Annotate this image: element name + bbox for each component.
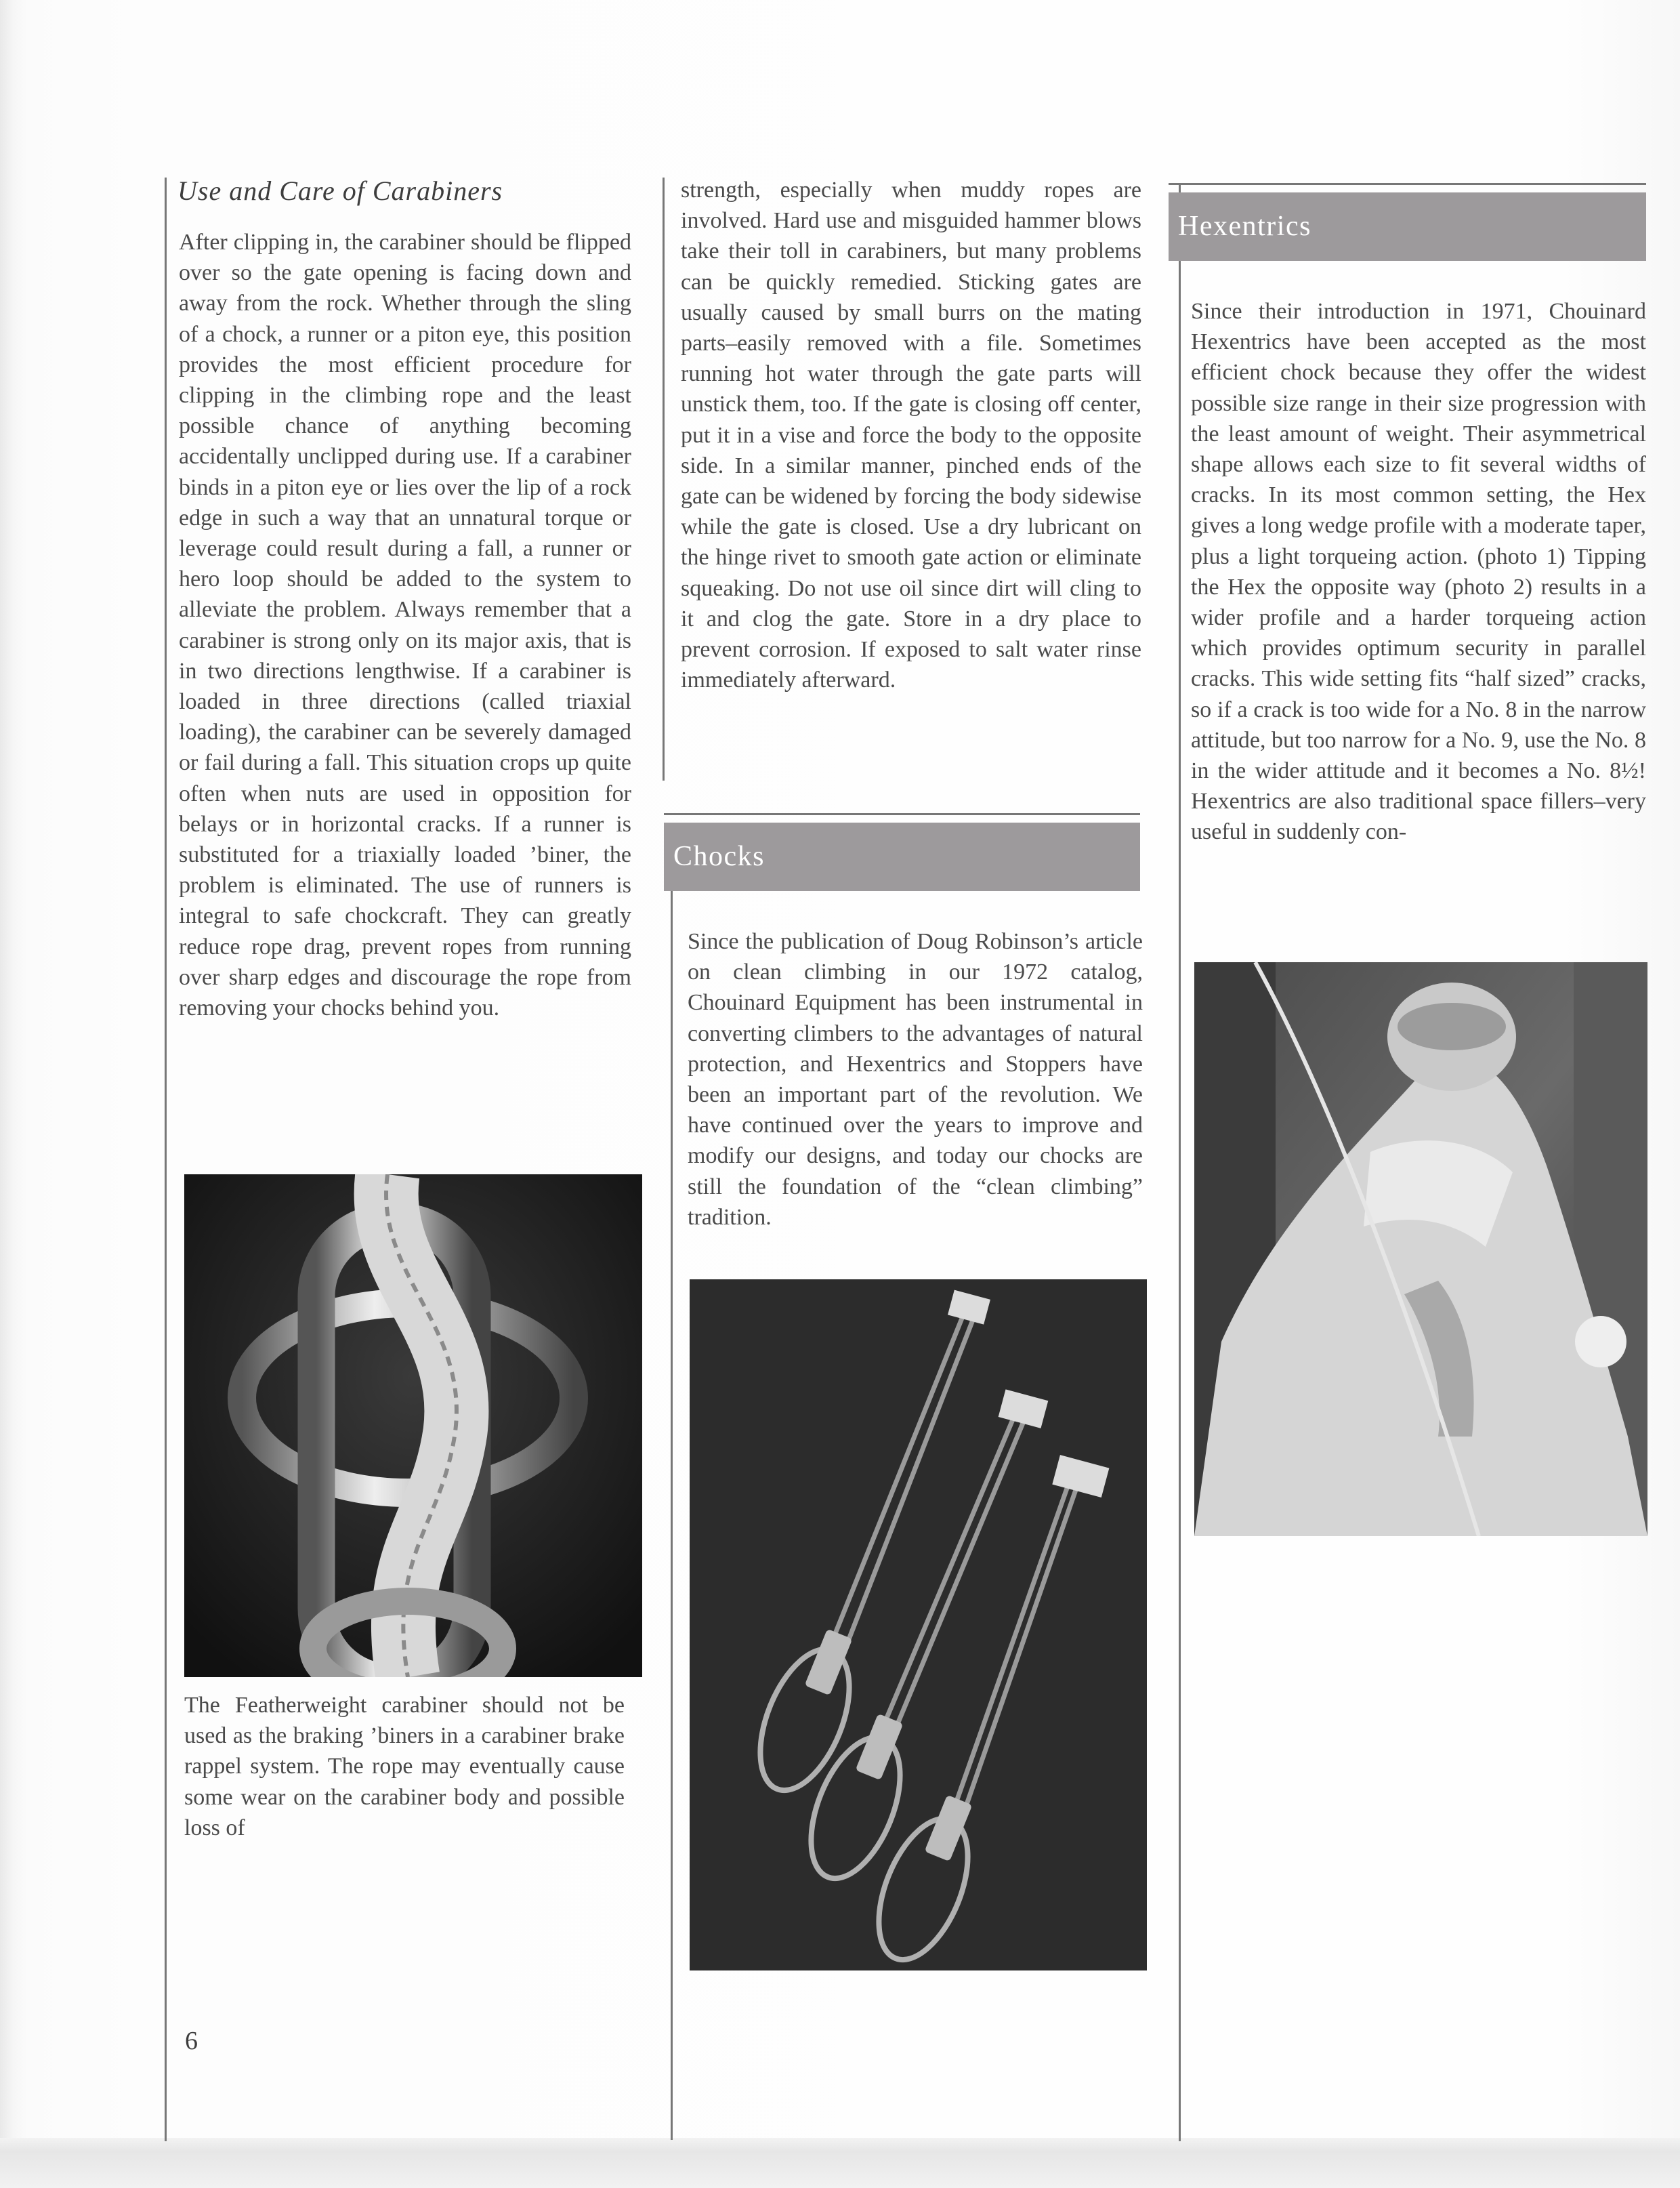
climber-in-crack-photo-icon [1194, 962, 1647, 1536]
column-rule-left [165, 178, 167, 2141]
chocks-section-title: Chocks [673, 841, 765, 872]
hexentrics-text: Since their introduction in 1971, Chouinard Hexentrics have been accepted as the most efficient chock because they offer the widest possible size range in their size progression with the least amount of weight. Their asymmetrical shape allows each size to fit several widths of cracks. In its most common setting, the Hex gives a long wedge profile with a moderate taper, plus a light torqueing action. (photo 1) Tipping the Hex the opposite way (photo 2) results in a wider profile and a harder torqueing action which provides optimum security in parallel cracks. This wide setting fits “half sized” cracks, so if a crack is too wide for a No. 8 in the narrow attitude, but too narrow for a No. 9, use the No. 8 in the wider attitude and it becomes a No. 8½! Hexentrics are also traditional space fillers–very useful in suddenly con- [1191, 299, 1646, 845]
carabiner-care-continued: strength, especially when muddy ropes are involved. Hard use and misguided hammer blows take their toll in carabiners, but many problems can be quickly remedied. Sticking gates are usually caused by small burrs on the mating parts–easily removed with a file. Sometimes running hot water through the gate parts will unstick them, too. If the gate is closing off center, put it in a vise and force the body to the opposite side. In a similar manner, pinched ends of the gate can be widened by forcing the body sidewise while the gate is closed. Use a dry lubricant on the hinge rivet to smooth gate action or eliminate squeaking. Do not use oil since dirt will cling to it and clog the gate. Store in a dry place to prevent corrosion. If exposed to salt water rinse immediately afterward. [681, 178, 1141, 693]
middle-column-chocks [688, 926, 1143, 1233]
column-rule-middle [663, 178, 665, 781]
carabiner-photo [184, 1174, 642, 1677]
section-heading-carabiners: Use and Care of Carabiners [177, 176, 503, 206]
wired-chocks-photo-icon [690, 1279, 1147, 1970]
hexentrics-section-band [1169, 192, 1646, 261]
page-bottom-edge [0, 2138, 1680, 2188]
carabiner-photo-caption: The Featherweight carabiner should not be used as the braking ’biners in a carabiner brake rappel system. The rope may eventually cause some wear on the carabiner body and possible loss of [184, 1693, 625, 1840]
hexentrics-top-rule [1169, 183, 1646, 185]
carabiner-care-text: After clipping in, the carabiner should be flipped over so the gate opening is facing down and away from the rock. Whether through the sling of a chock, a runner or a piton eye, this position provides the most efficient procedure for clipping in the climbing rope and the least possible chance of anything becoming accidentally unclipped during use. If a carabiner binds in a piton eye or lies over the lip of a rock edge in such a way that an unnatural torque or leverage could result during a fall, a runner or hero loop should be added to the system to alleviate the problem. Always remember that a carabiner is strong only on its major axis, that is in two directions lengthwise. If a carabiner is loaded in three directions (called triaxial loading), the carabiner can be severely damaged or fail during a fall. This situation crops up quite often when nuts are used in opposition for belays or in horizontal cracks. If a runner is substituted for a triaxially loaded ’biner, the problem is eliminated. The use of runners is integral to safe chockcraft. They can greatly reduce rope drag, prevent ropes from running over sharp edges and discourage the rope from removing your chocks behind you. [179, 230, 631, 1021]
left-column-caption [184, 1690, 625, 1843]
wired-chocks-photo [690, 1279, 1147, 1970]
middle-column-top [681, 175, 1141, 695]
chocks-top-rule [664, 813, 1140, 815]
climber-photo [1194, 962, 1647, 1536]
column-rule-middle-lower [671, 881, 673, 2140]
carabiner-photo-icon [184, 1174, 642, 1677]
left-column-body [179, 227, 631, 1023]
column-rule-right [1179, 183, 1181, 2141]
hexentrics-section-title: Hexentrics [1178, 211, 1311, 242]
page-number: 6 [185, 2027, 198, 2055]
chocks-text: Since the publication of Doug Robinson’s article on clean climbing in our 1972 catalog, Chouinard Equipment has been instrumental in converting climbers to the advantages of natural protection, and Hexentrics and Stoppers have been an important part of the revolution. We have continued over the years to improve and modify our designs, and today our chocks are still the foundation of the “clean climbing” tradition. [688, 929, 1143, 1230]
right-column-body [1191, 296, 1646, 848]
chocks-section-band [664, 823, 1140, 891]
